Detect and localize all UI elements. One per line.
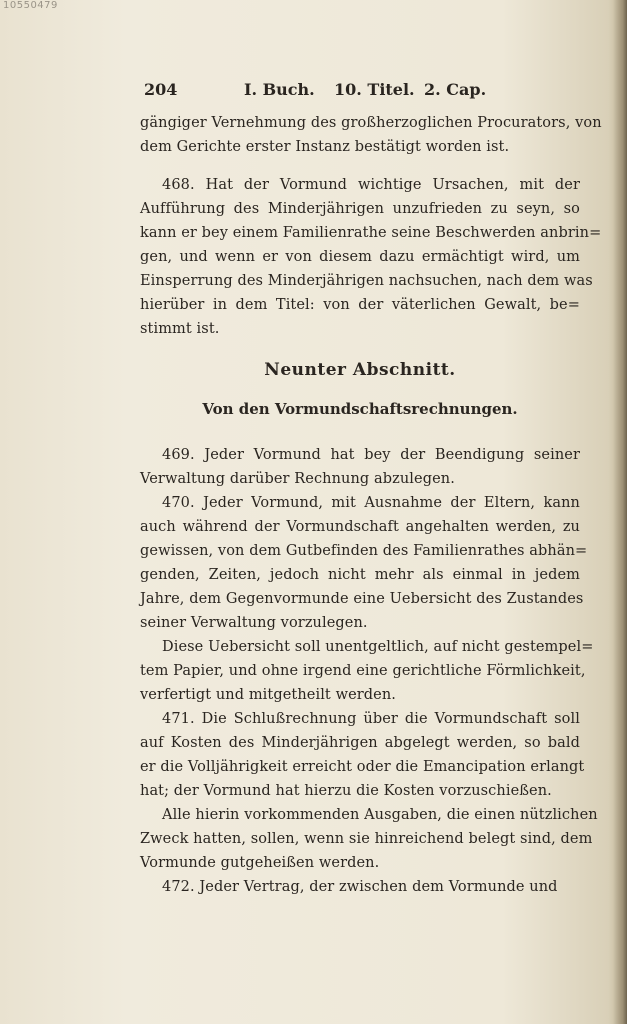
- header-chapter: 2. Cap.: [424, 80, 487, 99]
- text-line: Jahre, dem Gegenvormunde eine Uebersicht des Zustandes: [140, 591, 584, 607]
- text-line: Einsperrung des Minderjährigen nachsuchen, nach dem was: [140, 273, 593, 289]
- text-line: dem Gerichte erster Instanz bestätigt worden ist.: [140, 139, 510, 155]
- text-line: Diese Uebersicht soll unentgeltlich, auf nicht gestempel=: [162, 639, 594, 655]
- text-line: verfertigt und mitgetheilt werden.: [140, 687, 397, 703]
- header-book: I. Buch.: [244, 80, 315, 99]
- text-line: gängiger Vernehmung des großherzoglichen Procurators, von: [140, 115, 602, 131]
- text-line: auf Kosten des Minderjährigen abgelegt werden, so bald: [140, 735, 580, 751]
- text-line: gen, und wenn er von diesem dazu ermächtigt wird, um: [140, 249, 580, 265]
- section-title: Neunter Abschnitt.: [264, 360, 456, 380]
- text-line: kann er bey einem Familienrathe seine Beschwerden anbrin=: [140, 225, 602, 241]
- text-line: hierüber in dem Titel: von der väterlichen Gewalt, be=: [140, 297, 580, 313]
- text-line: Alle hierin vorkommenden Ausgaben, die einen nützlichen: [162, 807, 598, 823]
- text-line: hat; der Vormund hat hierzu die Kosten vorzuschießen.: [140, 783, 552, 799]
- text-line: Zweck hatten, sollen, wenn sie hinreichend belegt sind, dem: [140, 831, 593, 847]
- text-line: 471. Die Schlußrechnung über die Vormundschaft soll: [162, 711, 580, 727]
- text-line: 469. Jeder Vormund hat bey der Beendigung seiner: [162, 447, 580, 463]
- text-line: seiner Verwaltung vorzulegen.: [140, 615, 368, 631]
- catalog-id: 10550479: [3, 0, 58, 11]
- text-line: Aufführung des Minderjährigen unzufrieden zu seyn, so: [140, 201, 580, 217]
- text-line: tem Papier, und ohne irgend eine gerichtliche Förmlichkeit,: [140, 663, 586, 679]
- text-line: 472. Jeder Vertrag, der zwischen dem Vormunde und: [162, 879, 558, 895]
- text-line: stimmt ist.: [140, 321, 220, 337]
- text-line: 470. Jeder Vormund, mit Ausnahme der Eltern, kann: [162, 495, 580, 511]
- page-edge-shadow: [613, 0, 627, 1024]
- text-line: Verwaltung darüber Rechnung abzulegen.: [140, 471, 455, 487]
- text-line: auch während der Vormundschaft angehalten werden, zu: [140, 519, 580, 535]
- section-subtitle: Von den Vormundschaftsrechnungen.: [202, 400, 518, 418]
- running-header: [144, 80, 584, 106]
- text-line: genden, Zeiten, jedoch nicht mehr als einmal in jedem: [140, 567, 580, 583]
- page-number: 204: [144, 80, 178, 99]
- text-line: Vormunde gutgeheißen werden.: [140, 855, 380, 871]
- text-line: er die Volljährigkeit erreicht oder die Emancipation erlangt: [140, 759, 585, 775]
- text-line: gewissen, von dem Gutbefinden des Familienrathes abhän=: [140, 543, 588, 559]
- text-line: 468. Hat der Vormund wichtige Ursachen, mit der: [162, 177, 580, 193]
- header-title: 10. Titel.: [334, 80, 415, 99]
